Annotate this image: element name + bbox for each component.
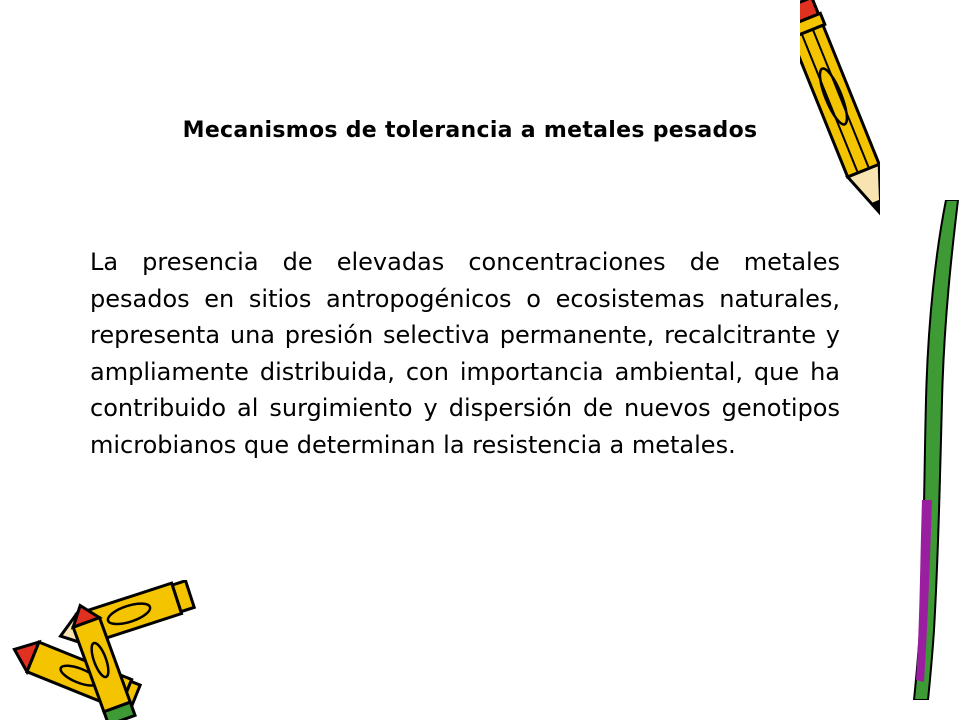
slide-body-text: La presencia de elevadas concentraciones de metales pesados en sitios antropogénicos o ecosistemas naturales, representa una presión selectiva permanente, recalcitrante y ampliamente distribuida, con importancia ambiental, que ha contribuido al surgimiento y dispersión de nuevos genotipos microbianos que determinan la resistencia a metales.	[90, 248, 840, 459]
pencil-icon	[800, 0, 880, 230]
slide-title: Mecanismos de tolerancia a metales pesados	[182, 118, 758, 143]
crayon-icon	[900, 200, 960, 700]
crayons-icon	[0, 580, 200, 720]
